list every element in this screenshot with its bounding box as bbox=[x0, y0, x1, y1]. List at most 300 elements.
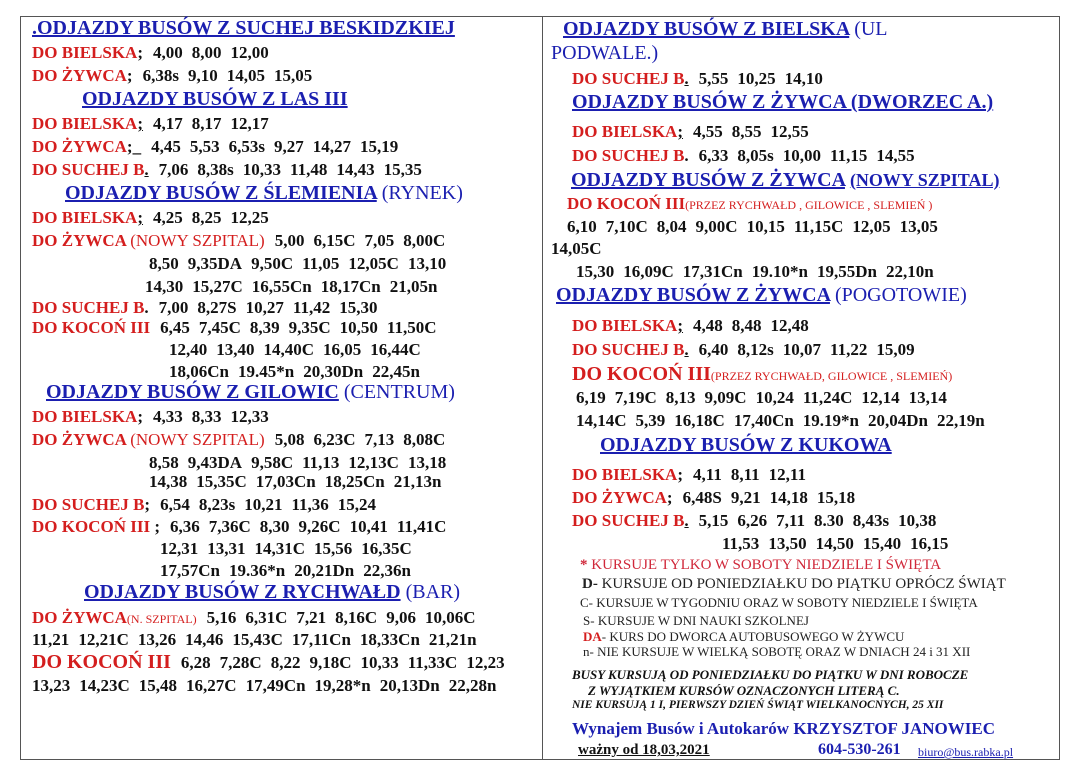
departure-time: 18,33Cn bbox=[359, 630, 420, 649]
route-destination: DO KOCOŃ III bbox=[32, 517, 151, 536]
departure-time: 8,04 bbox=[656, 217, 687, 236]
route-destination: DO BIELSKA bbox=[32, 407, 138, 426]
departure-time: 19,55Dn bbox=[816, 262, 877, 281]
route-destination: DO KOCOŃ III bbox=[572, 363, 711, 385]
section-heading bbox=[572, 91, 993, 114]
route-row bbox=[567, 192, 932, 215]
departure-time: 14,27 bbox=[312, 137, 351, 156]
departure-time: 11,48 bbox=[290, 160, 328, 179]
route-destination: DO SUCHEJ B bbox=[572, 511, 685, 530]
departure-time: 9,35DA bbox=[187, 254, 243, 273]
legend-item bbox=[580, 595, 978, 611]
departure-time: 8.30 bbox=[813, 511, 844, 530]
departure-time: 8,50 bbox=[149, 254, 179, 273]
departure-time: 8,39 bbox=[249, 318, 280, 337]
route-row bbox=[572, 363, 952, 386]
route-times-continued bbox=[145, 275, 446, 298]
legend-key: S- bbox=[583, 613, 595, 628]
departure-time: 15,35C bbox=[196, 472, 247, 491]
route-destination: DO BIELSKA bbox=[572, 316, 678, 335]
departure-time: 9,21 bbox=[730, 488, 761, 507]
heading-note: (UL PODWALE.) bbox=[551, 18, 887, 64]
footer-note: Z WYJĄTKIEM KURSÓW OZNACZONYCH LITERĄ C. bbox=[588, 683, 900, 698]
legend-item bbox=[583, 629, 904, 645]
departure-time: 16,27C bbox=[186, 676, 237, 695]
separator: . bbox=[684, 146, 689, 165]
departure-time: 15,56 bbox=[314, 539, 353, 558]
departure-time: 5,55 bbox=[698, 69, 729, 88]
route-row bbox=[32, 405, 278, 428]
route-row bbox=[32, 515, 455, 538]
valid-from: ważny od 18,03,2021 bbox=[578, 742, 710, 758]
departure-time: 15,05 bbox=[273, 66, 313, 85]
departure-time: 6,53s bbox=[228, 137, 265, 156]
route-row bbox=[32, 41, 278, 64]
route-row bbox=[32, 229, 454, 252]
legend-item bbox=[583, 613, 809, 629]
departure-time: 15,30 bbox=[576, 262, 615, 281]
departure-time: 10,38 bbox=[898, 511, 937, 530]
route-destination: DO BIELSKA bbox=[32, 43, 138, 62]
heading-text: ODJAZDY BUSÓW Z ŻYWCA bbox=[556, 284, 830, 306]
departure-time: 4,33 bbox=[153, 407, 183, 426]
route-row bbox=[572, 463, 815, 486]
departure-time: 5,53 bbox=[189, 137, 220, 156]
route-row bbox=[572, 509, 945, 532]
heading-note: (POGOTOWIE) bbox=[834, 284, 967, 306]
route-destination: DO ŻYWCA bbox=[32, 66, 127, 85]
departure-time: 19.36*n bbox=[228, 561, 286, 580]
departure-time: 4,45 bbox=[151, 137, 181, 156]
section-heading bbox=[82, 88, 348, 111]
departure-time: 17,49Cn bbox=[245, 676, 306, 695]
departure-time: 11,50C bbox=[386, 318, 437, 337]
departure-time: 13,14 bbox=[908, 388, 947, 407]
departure-time: 12,21C bbox=[78, 630, 129, 649]
legend-text: KURSUJE TYLKO W SOBOTY NIEDZIELE I ŚWIĘTA bbox=[587, 557, 942, 573]
departure-time: 10,15 bbox=[746, 217, 785, 236]
route-destination: DO SUCHEJ B bbox=[572, 69, 685, 88]
route-note: (PRZEZ RYCHWAŁD, GILOWICE , SLEMIEŃ) bbox=[710, 369, 953, 383]
departure-time: 7,05 bbox=[364, 231, 395, 250]
departure-time: 6,38s bbox=[142, 66, 179, 85]
route-destination: DO SUCHEJ B bbox=[572, 146, 685, 165]
departure-time: 8,58 bbox=[149, 453, 179, 472]
departure-time: 19.10*n bbox=[751, 262, 808, 281]
column-divider bbox=[542, 16, 543, 760]
departure-time: 14,10 bbox=[784, 69, 823, 88]
legend-key: C- bbox=[580, 595, 593, 610]
departure-time: 17,11Cn bbox=[291, 630, 351, 649]
departure-time: 11,13 bbox=[302, 453, 340, 472]
legend-item bbox=[580, 557, 941, 574]
departure-time: 8,00C bbox=[403, 231, 446, 250]
departure-time: 5,00 bbox=[274, 231, 305, 250]
departure-time: 17,57Cn bbox=[160, 561, 220, 580]
separator: ; bbox=[677, 465, 684, 484]
departure-time: 14,05 bbox=[226, 66, 265, 85]
departure-time: 5,15 bbox=[698, 511, 729, 530]
departure-time: 15,24 bbox=[337, 495, 377, 514]
departure-time: 15,18 bbox=[816, 488, 856, 507]
departure-time: 9,27 bbox=[273, 137, 304, 156]
departure-time: 8,12s bbox=[737, 340, 774, 359]
departure-time: 7,11 bbox=[776, 511, 805, 530]
route-row bbox=[32, 606, 484, 629]
route-times-continued bbox=[169, 360, 429, 383]
section-heading bbox=[556, 284, 967, 307]
departure-time: 15,43C bbox=[232, 630, 283, 649]
departure-time: 7,45C bbox=[198, 318, 241, 337]
departure-time: 8,05s bbox=[737, 146, 774, 165]
departure-time: 8,23s bbox=[198, 495, 236, 514]
route-note: (PRZEZ RYCHWAŁD , GILOWICE , SLEMIEŃ ) bbox=[685, 198, 933, 212]
departure-time: 8,27S bbox=[197, 298, 237, 317]
departure-time: 13,40 bbox=[216, 340, 255, 359]
route-row bbox=[572, 67, 832, 90]
departure-time: 15,30 bbox=[339, 298, 378, 317]
departure-time: 10,24 bbox=[755, 388, 794, 407]
departure-time: 10,21 bbox=[244, 495, 283, 514]
departure-time: 8,25 bbox=[191, 208, 222, 227]
route-row bbox=[572, 314, 818, 337]
departure-time: 16,05 bbox=[323, 340, 362, 359]
route-destination: DO SUCHEJ B bbox=[572, 340, 685, 359]
route-times-continued bbox=[32, 628, 486, 651]
departure-time: 9,00C bbox=[695, 217, 738, 236]
route-times-continued bbox=[149, 252, 455, 275]
departure-time: 19,28*n bbox=[314, 676, 371, 695]
departure-time: 14,31C bbox=[254, 539, 306, 558]
departure-time: 10,06C bbox=[424, 608, 476, 627]
heading-text: ODJAZDY BUSÓW Z BIELSKA bbox=[563, 18, 850, 40]
heading-text: .ODJAZDY BUSÓW Z SUCHEJ BESKIDZKIEJ bbox=[32, 17, 455, 39]
heading-text: ODJAZDY BUSÓW Z GILOWIC bbox=[46, 381, 339, 403]
departure-time: 16,55Cn bbox=[251, 277, 312, 296]
departure-time: 22,10n bbox=[885, 262, 934, 281]
route-row bbox=[572, 338, 924, 361]
separator: ; bbox=[666, 488, 673, 507]
departure-time: 11,21 bbox=[32, 630, 70, 649]
departure-time: 20,13Dn bbox=[379, 676, 440, 695]
route-destination: DO ŻYWCA bbox=[32, 608, 127, 627]
route-row bbox=[32, 206, 278, 229]
departure-time: 20,21Dn bbox=[294, 561, 355, 580]
section-heading bbox=[32, 17, 455, 40]
route-destination: DO ŻYWCA bbox=[32, 430, 126, 449]
section-heading bbox=[84, 581, 460, 604]
route-row bbox=[572, 144, 924, 167]
departure-time: 12,17 bbox=[230, 114, 269, 133]
departure-time: 21,13n bbox=[393, 472, 442, 491]
route-destination: DO KOCOŃ III bbox=[32, 318, 151, 337]
legend-text: - KURS DO DWORCA AUTOBUSOWEGO W ŻYWCU bbox=[601, 629, 905, 644]
separator: . bbox=[684, 69, 689, 88]
footer-note: NIE KURSUJĄ 1 I, PIERWSZY DZIEŃ ŚWIĄT WIELKANOCNYCH, 25 XII bbox=[572, 699, 944, 711]
route-times-continued bbox=[169, 338, 430, 361]
route-row bbox=[32, 158, 431, 181]
route-note: (NOWY SZPITAL) bbox=[130, 231, 265, 250]
departure-time: 8,00 bbox=[191, 43, 222, 62]
departure-time: 8,22 bbox=[270, 653, 301, 672]
departure-time: 7,21 bbox=[296, 608, 327, 627]
departure-time: 22,45n bbox=[372, 362, 420, 381]
departure-time: 8,33 bbox=[191, 407, 222, 426]
departure-time: 7,10C bbox=[605, 217, 648, 236]
route-destination: DO ŻYWCA bbox=[32, 231, 126, 250]
departure-time: 15,27C bbox=[192, 277, 243, 296]
departure-time: 17,40Cn bbox=[733, 411, 794, 430]
departure-time: 11,05 bbox=[302, 254, 340, 273]
section-heading bbox=[65, 182, 463, 205]
departure-time: 7,28C bbox=[219, 653, 262, 672]
separator: ; bbox=[677, 316, 684, 335]
departure-time: 9,26C bbox=[298, 517, 341, 536]
departure-time: 10,27 bbox=[245, 298, 284, 317]
departure-time: 11,15 bbox=[830, 146, 868, 165]
company-name: Wynajem Busów i Autokarów KRZYSZTOF JANOWIEC bbox=[572, 719, 996, 738]
legend-text: KURSUJE W DNI NAUKI SZKOLNEJ bbox=[594, 613, 809, 628]
departure-time: 12,11 bbox=[768, 465, 806, 484]
departure-time: 8,17 bbox=[191, 114, 222, 133]
departure-time: 6,48S bbox=[682, 488, 722, 507]
route-destination: DO KOCOŃ III bbox=[567, 194, 686, 213]
departure-time: 8,48 bbox=[731, 316, 762, 335]
departure-time: 12,13C bbox=[348, 453, 399, 472]
departure-time: 12,55 bbox=[770, 122, 809, 141]
departure-time: 11,24C bbox=[802, 388, 853, 407]
separator: ; bbox=[137, 43, 144, 62]
departure-time: 5,08 bbox=[274, 430, 305, 449]
departure-time: 11,22 bbox=[830, 340, 868, 359]
departure-time: 20,30Dn bbox=[303, 362, 364, 381]
departure-time: 13,50 bbox=[768, 534, 807, 553]
departure-time: 21,21n bbox=[428, 630, 477, 649]
departure-time: 4,17 bbox=[153, 114, 183, 133]
departure-time: 4,25 bbox=[153, 208, 183, 227]
departure-time: 22,28n bbox=[448, 676, 497, 695]
departure-time: 7,13 bbox=[364, 430, 395, 449]
departure-time: 5,16 bbox=[206, 608, 237, 627]
departure-time: 19.45*n bbox=[237, 362, 295, 381]
departure-time: 11,41C bbox=[396, 517, 447, 536]
legend-key: * bbox=[580, 557, 588, 573]
departure-time: 14,55 bbox=[876, 146, 915, 165]
section-heading bbox=[46, 381, 455, 404]
departure-time: 12,14 bbox=[861, 388, 900, 407]
phone-number: 604-530-261 bbox=[818, 741, 901, 758]
route-times-continued bbox=[551, 237, 611, 260]
departure-time: 9,18C bbox=[309, 653, 352, 672]
departure-time: 13,18 bbox=[407, 453, 447, 472]
departure-time: 6,31C bbox=[245, 608, 288, 627]
departure-time: 7,00 bbox=[158, 298, 189, 317]
heading-note: (BAR) bbox=[405, 581, 461, 603]
departure-time: 13,31 bbox=[207, 539, 246, 558]
departure-time: 12,00 bbox=[230, 43, 269, 62]
departure-time: 14,50 bbox=[815, 534, 854, 553]
departure-time: 13,10 bbox=[407, 254, 447, 273]
email-link[interactable]: biuro@bus.rabka.pl bbox=[918, 745, 1014, 759]
route-times-continued bbox=[160, 559, 420, 582]
heading-text: ODJAZDY BUSÓW Z ŻYWCA bbox=[571, 169, 845, 191]
departure-time: 6,23C bbox=[313, 430, 356, 449]
route-row bbox=[32, 112, 278, 135]
departure-time: 16,09C bbox=[623, 262, 674, 281]
departure-time: 18,17Cn bbox=[320, 277, 381, 296]
departure-time: 4,11 bbox=[693, 465, 722, 484]
departure-time: 21,05n bbox=[389, 277, 438, 296]
route-times-continued bbox=[576, 260, 943, 283]
route-destination: DO BIELSKA bbox=[572, 122, 678, 141]
departure-time: 6,40 bbox=[698, 340, 729, 359]
separator: ; bbox=[137, 114, 144, 133]
legend-item bbox=[582, 576, 1006, 593]
departure-time: 22,19n bbox=[937, 411, 985, 430]
footer-note: BUSY KURSUJĄ OD PONIEDZIAŁKU DO PIĄTKU W DNI ROBOCZE bbox=[572, 667, 969, 682]
departure-time: 10,33 bbox=[242, 160, 282, 179]
departure-time: 20,04Dn bbox=[868, 411, 928, 430]
departure-time: 14,30 bbox=[145, 277, 184, 296]
heading-note: (RYNEK) bbox=[381, 182, 463, 204]
departure-time: 19.19*n bbox=[802, 411, 860, 430]
departure-time: 16,44C bbox=[370, 340, 421, 359]
separator: . bbox=[684, 511, 689, 530]
departure-time: 15,40 bbox=[862, 534, 902, 553]
route-destination: DO BIELSKA bbox=[572, 465, 678, 484]
departure-time: 8,11 bbox=[730, 465, 760, 484]
route-destination: DO BIELSKA bbox=[32, 114, 138, 133]
departure-time: 4,48 bbox=[693, 316, 723, 335]
departure-time: 12,33 bbox=[230, 407, 269, 426]
departure-time: 12,31 bbox=[160, 539, 199, 558]
departure-time: 7,36C bbox=[208, 517, 251, 536]
departure-time: 6,36 bbox=[170, 517, 200, 536]
route-times-continued bbox=[576, 409, 994, 432]
separator: ; bbox=[144, 495, 151, 514]
departure-time: 13,23 bbox=[32, 676, 71, 695]
heading-text: ODJAZDY BUSÓW Z LAS III bbox=[82, 88, 348, 110]
departure-time: 17,03Cn bbox=[255, 472, 316, 491]
route-destination: DO SUCHEJ B bbox=[32, 298, 145, 317]
departure-time: 18,06Cn bbox=[169, 362, 229, 381]
legend-key: D- bbox=[582, 576, 598, 592]
departure-time: 15,09 bbox=[876, 340, 915, 359]
departure-time: 10,25 bbox=[737, 69, 776, 88]
departure-time: 9,09C bbox=[704, 388, 747, 407]
route-times-continued bbox=[576, 386, 956, 409]
heading-text: ODJAZDY BUSÓW Z ŻYWCA (DWORZEC A.) bbox=[572, 91, 994, 113]
route-destination: DO ŻYWCA bbox=[572, 488, 667, 507]
route-row bbox=[32, 428, 454, 451]
departure-time: 7,19C bbox=[614, 388, 657, 407]
departure-time: 12,25 bbox=[230, 208, 269, 227]
departure-time: 17,31Cn bbox=[682, 262, 743, 281]
departure-time: 9,35C bbox=[288, 318, 331, 337]
departure-time: 8,13 bbox=[665, 388, 696, 407]
route-destination: DO BIELSKA bbox=[32, 208, 138, 227]
departure-time: 8,16C bbox=[335, 608, 378, 627]
departure-time: 10,00 bbox=[782, 146, 822, 165]
departure-time: 14,18 bbox=[769, 488, 808, 507]
route-times-continued bbox=[32, 674, 505, 697]
departure-time: 9,58C bbox=[251, 453, 294, 472]
heading-text: ODJAZDY BUSÓW Z ŚLEMIENIA bbox=[65, 182, 377, 204]
departure-time: 6,45 bbox=[160, 318, 190, 337]
separator: ; bbox=[126, 66, 133, 85]
departure-time: 8,30 bbox=[259, 517, 290, 536]
route-row bbox=[32, 316, 445, 339]
departure-time: 11,36 bbox=[291, 495, 329, 514]
departure-time: 6,33 bbox=[698, 146, 729, 165]
departure-time: 10,50 bbox=[339, 318, 378, 337]
departure-time: 9,50C bbox=[251, 254, 294, 273]
route-note: (NOWY SZPITAL) bbox=[130, 430, 265, 449]
departure-time: 14,05C bbox=[551, 239, 602, 258]
departure-time: 6,15C bbox=[313, 231, 356, 250]
departure-time: 16,15 bbox=[910, 534, 949, 553]
separator: ;_ bbox=[126, 137, 142, 156]
departure-time: 4,00 bbox=[153, 43, 183, 62]
section-heading bbox=[551, 17, 931, 65]
departure-time: 11,53 bbox=[722, 534, 760, 553]
departure-time: 10,33 bbox=[360, 653, 399, 672]
separator: . bbox=[684, 340, 689, 359]
departure-time: 6,10 bbox=[567, 217, 597, 236]
departure-time: 12,40 bbox=[169, 340, 208, 359]
departure-time: 12,05 bbox=[852, 217, 891, 236]
route-destination: DO SUCHEJ B bbox=[32, 160, 145, 179]
section-heading bbox=[571, 169, 999, 192]
departure-time: 6,54 bbox=[160, 495, 190, 514]
departure-time: 11,33C bbox=[407, 653, 458, 672]
departure-time: 13,05 bbox=[899, 217, 938, 236]
separator: . bbox=[144, 298, 149, 317]
departure-time: 14,46 bbox=[185, 630, 224, 649]
departure-time: 11,42 bbox=[292, 298, 331, 317]
separator: ; bbox=[677, 122, 684, 141]
route-destination: DO ŻYWCA bbox=[32, 137, 127, 156]
legend-item bbox=[583, 644, 970, 660]
departure-time: 9,10 bbox=[187, 66, 218, 85]
legend-text: NIE KURSUJE W WIELKĄ SOBOTĘ ORAZ W DNIACH 24 i 31 XII bbox=[593, 644, 971, 659]
departure-time: 15,19 bbox=[359, 137, 399, 156]
departure-time: 15,48 bbox=[138, 676, 178, 695]
route-row bbox=[32, 651, 514, 674]
departure-time: 12,05C bbox=[348, 254, 399, 273]
departure-time: 22,36n bbox=[363, 561, 411, 580]
legend-text: KURSUJE W TYGODNIU ORAZ W SOBOTY NIEDZIELE I ŚWIĘTA bbox=[593, 595, 978, 610]
heading-text: ODJAZDY BUSÓW Z RYCHWAŁD bbox=[84, 581, 401, 603]
departure-time: 4,55 bbox=[693, 122, 723, 141]
separator: ; bbox=[137, 407, 144, 426]
heading-text: ODJAZDY BUSÓW Z KUKOWA bbox=[600, 434, 892, 456]
departure-time: 6,26 bbox=[737, 511, 768, 530]
departure-time: 14,38 bbox=[149, 472, 188, 491]
departure-time: 11,15C bbox=[793, 217, 844, 236]
route-row bbox=[572, 486, 864, 509]
departure-time: 14,14C bbox=[576, 411, 627, 430]
departure-time: 7,06 bbox=[158, 160, 189, 179]
route-destination: DO KOCOŃ III bbox=[32, 651, 171, 673]
departure-time: 18,25Cn bbox=[324, 472, 385, 491]
route-times-continued bbox=[722, 532, 957, 555]
departure-time: 13,26 bbox=[137, 630, 177, 649]
departure-time: 9,43DA bbox=[187, 453, 243, 472]
heading-note: (NOWY SZPITAL) bbox=[849, 170, 1000, 190]
route-note: (N. SZPITAL) bbox=[126, 612, 197, 626]
route-row bbox=[32, 493, 385, 516]
